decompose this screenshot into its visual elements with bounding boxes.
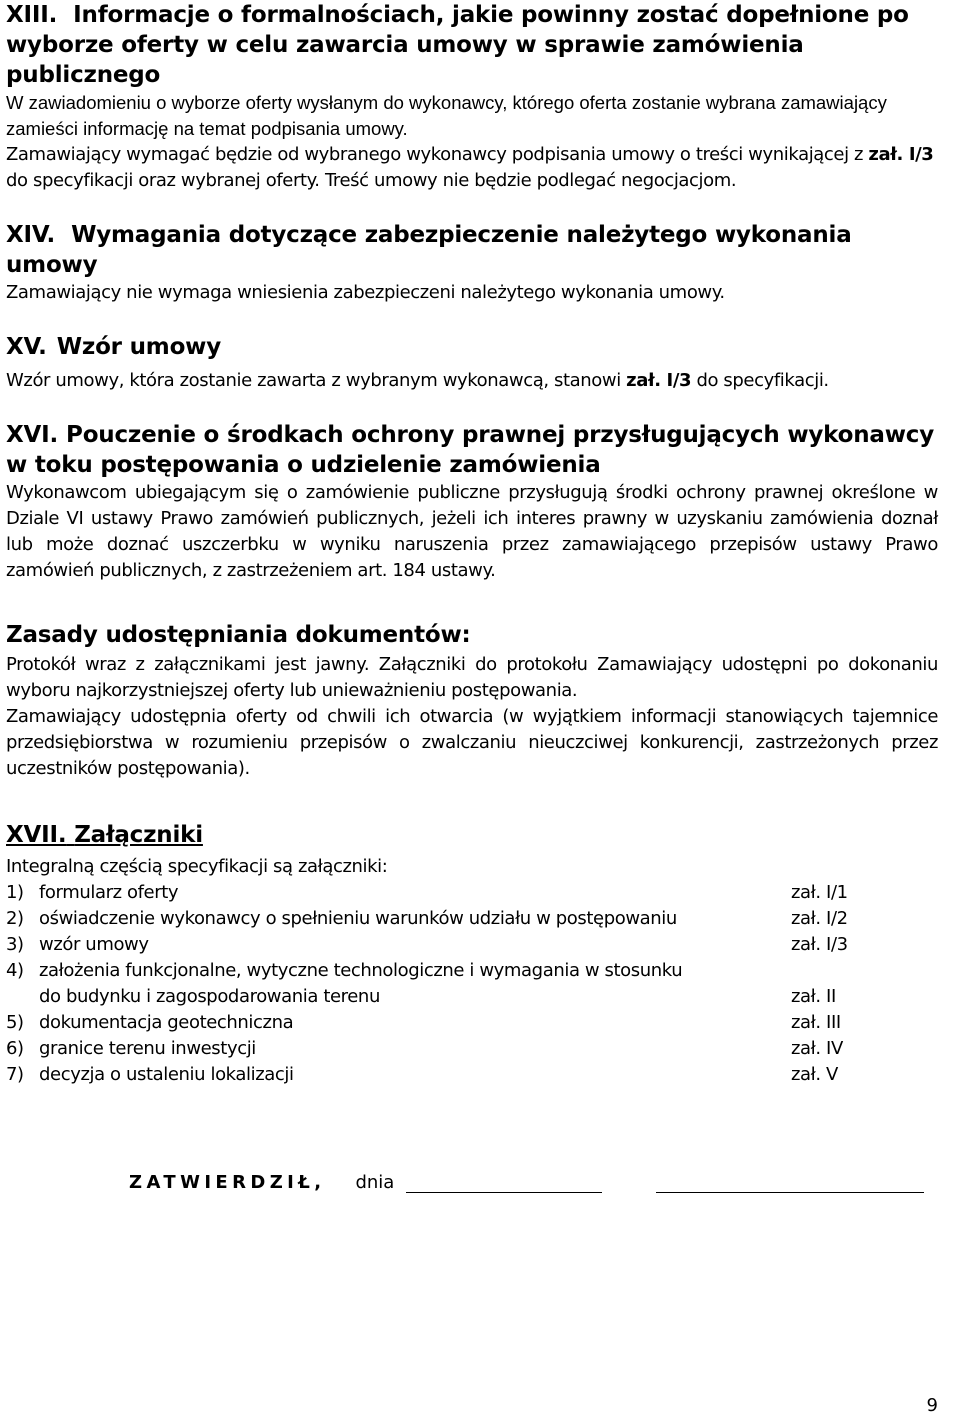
- list-item: 4) założenia funkcjonalne, wytyczne technologiczne i wymagania w stosunku: [6, 960, 683, 981]
- section-zasady-paragraph-2: Zamawiający udostępnia oferty od chwili ich otwarcia (w wyjątkiem informacji stanowiących tajemnice przedsiębiorstwa w rozumieniu przepisów o zwalczaniu nieuczciwej konkurencji, zastrzeżonych przez uczestników postępowania).: [6, 706, 938, 779]
- section-xiii-paragraph-1: W zawiadomieniu o wyborze oferty wysłanym do wykonawcy, którego oferta zostanie wybrana zamawiający zamieści informację na temat podpisania umowy.: [6, 92, 887, 139]
- list-item-continuation: do budynku i zagospodarowania terenu zał. II: [39, 986, 836, 1007]
- section-xiv: [6, 220, 938, 306]
- attachments-intro: Integralną częścią specyfikacji są załączniki:: [6, 856, 388, 877]
- list-item: 2) oświadczenie wykonawcy o spełnieniu warunków udziału w postępowaniu zał. I/2: [6, 908, 848, 929]
- section-xvi-paragraph: Wykonawcom ubiegającym się o zamówienie publiczne przysługują środki ochrony prawnej określone w Dziale VI ustawy Prawo zamówień publicznych, jeżeli ich interes prawny w uzyskaniu zamówienia doznał lub może doznać uszczerbku w wyniku naruszenia przez zamawiającego przepisów ustawy Prawo zamówień publicznych, z zastrzeżeniem art. 184 ustawy.: [6, 482, 938, 581]
- section-zasady: [6, 620, 938, 782]
- section-xvii-heading: XVII. Załączniki: [6, 822, 203, 848]
- list-item: 1) formularz oferty zał. I/1: [6, 882, 848, 903]
- page-number: 9: [926, 1395, 938, 1416]
- section-xiii-heading: XIII. Informacje o formalnościach, jakie powinny zostać dopełnione po wyborze oferty w celu zawarcia umowy w sprawie zamówienia publicznego: [6, 2, 909, 88]
- list-item: 7) decyzja o ustaleniu lokalizacji zał. V: [6, 1064, 838, 1085]
- approval-label: ZATWIERDZIŁ,: [129, 1172, 326, 1193]
- section-xiv-paragraph: Zamawiający nie wymaga wniesienia zabezpieczeni należytego wykonania umowy.: [6, 282, 725, 303]
- date-label: dnia: [355, 1172, 395, 1193]
- document-page: [6, 0, 938, 1088]
- signature-line: [656, 1172, 924, 1193]
- section-xvi-heading: XVI. Pouczenie o środkach ochrony prawnej przysługujących wykonawcy w toku postępowania o udzielenie zamówienia: [6, 422, 935, 478]
- section-xv-paragraph: Wzór umowy, która zostanie zawarta z wybranym wykonawcą, stanowi zał. I/3 do specyfikacji.: [6, 370, 829, 391]
- section-xv-heading: XV. Wzór umowy: [6, 334, 222, 360]
- date-line: [406, 1172, 602, 1193]
- section-zasady-paragraph-1: Protokół wraz z załącznikami jest jawny. Załączniki do protokołu Zamawiający udostępni po dokonaniu wyboru najkorzystniejszej oferty lub unieważnieniu postępowania.: [6, 654, 938, 701]
- section-zasady-heading: Zasady udostępniania dokumentów:: [6, 622, 471, 648]
- approval-signature-block: [129, 1172, 924, 1193]
- list-item: 5) dokumentacja geotechniczna zał. III: [6, 1012, 841, 1033]
- section-xiii: [6, 0, 938, 194]
- section-xiii-paragraph-2: Zamawiający wymagać będzie od wybranego wykonawcy podpisania umowy o treści wynikającej z zał. I/3 do specyfikacji oraz wybranej oferty. Treść umowy nie będzie podlegać negocjacjom.: [6, 144, 934, 191]
- section-xv: [6, 332, 938, 394]
- list-item: 3) wzór umowy zał. I/3: [6, 934, 848, 955]
- section-xiv-heading: XIV. Wymagania dotyczące zabezpieczenie należytego wykonania umowy: [6, 222, 852, 278]
- section-xvi: [6, 420, 938, 584]
- section-xvii: [6, 820, 938, 1088]
- list-item: 6) granice terenu inwestycji zał. IV: [6, 1038, 843, 1059]
- attachments-list: [6, 880, 938, 1088]
